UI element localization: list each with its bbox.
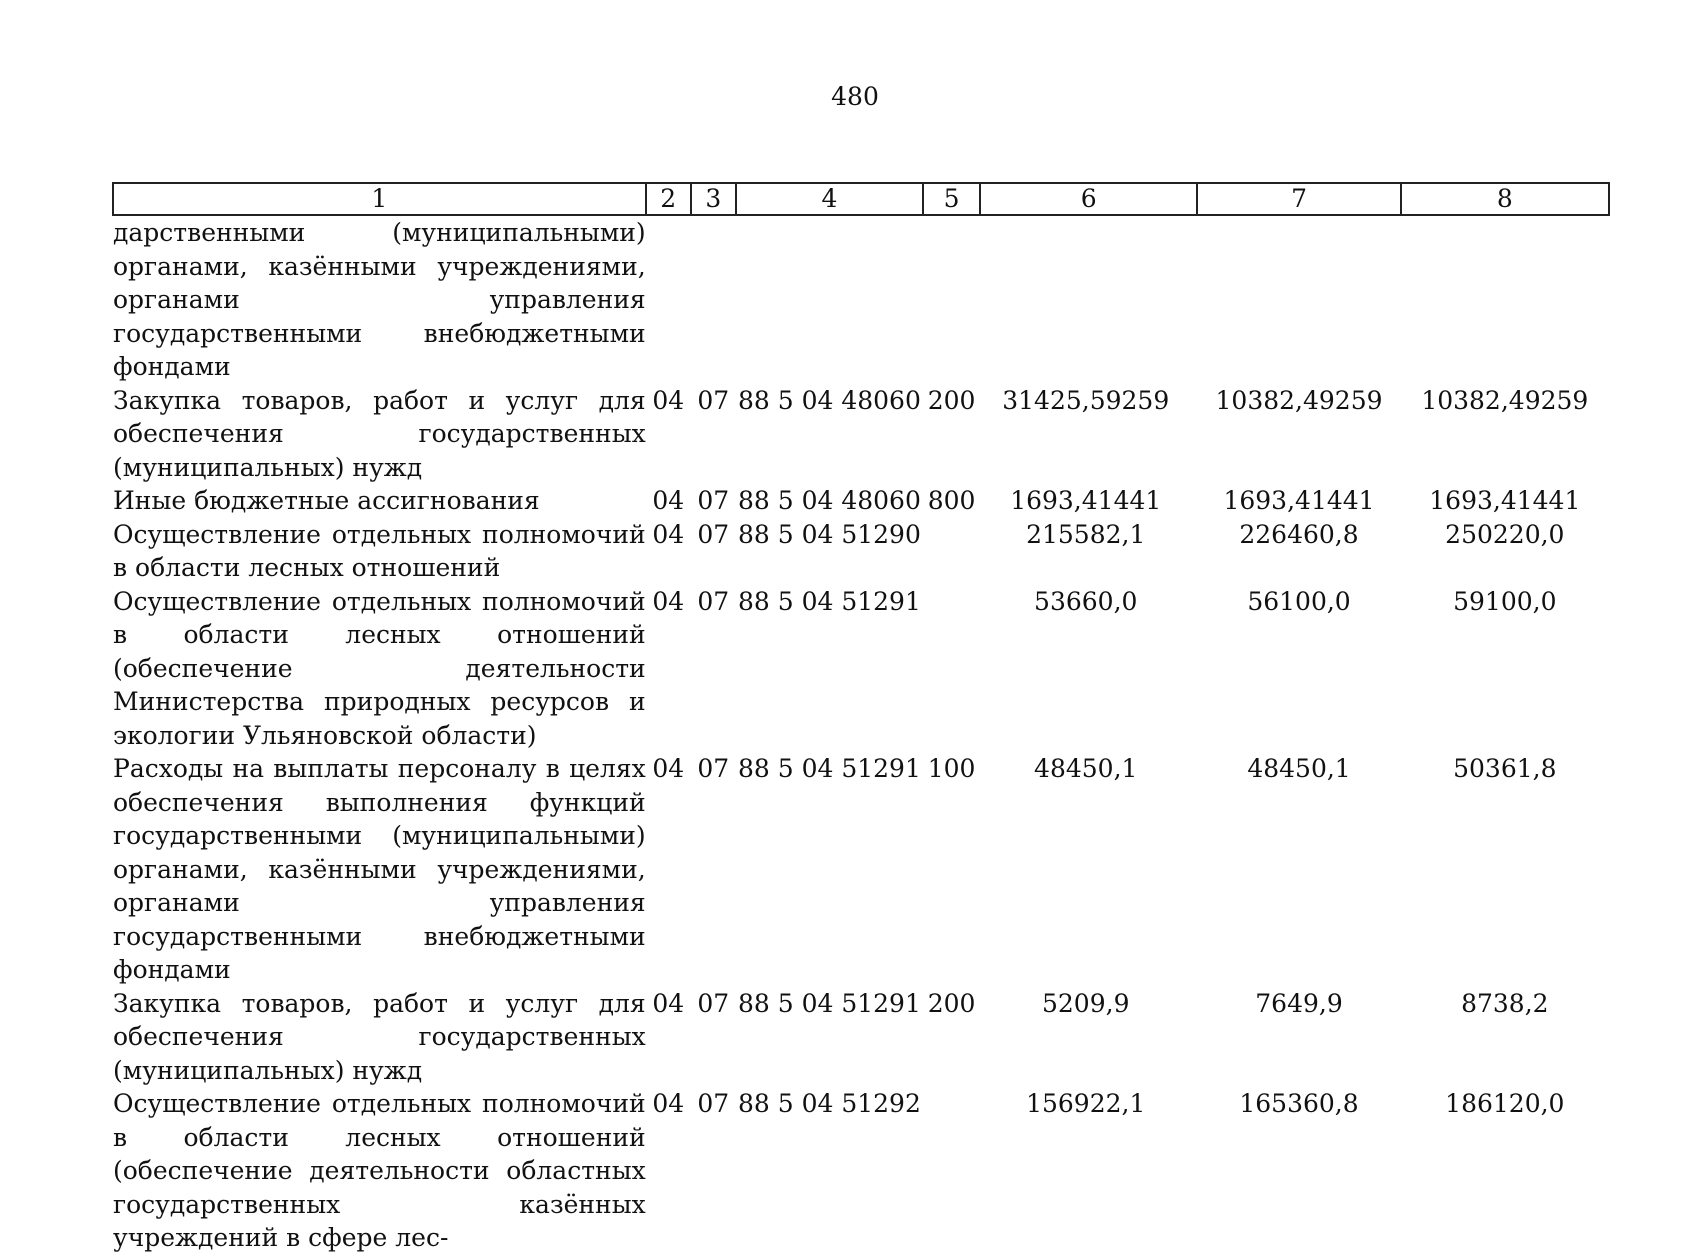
- row-subsection: 07: [697, 988, 730, 1018]
- header-col-2: 2: [646, 183, 691, 215]
- row-value-col7: 1693,41441: [1223, 486, 1375, 515]
- row-expense-type: [923, 215, 980, 384]
- row-section: 04: [652, 1089, 685, 1118]
- row-name: Расходы на выплаты персоналу в целях обеспечения выполнения функций государственными (муниципальными) органами, казёнными учреждениями, органами управления государственными внебюджетными фондами: [113, 754, 646, 984]
- row-name: Осуществление отдельных полномочий в области лесных отношений (обеспечение деятельности Министерства природных ресурсов и экологии Ульяновской области): [113, 586, 646, 750]
- row-value-col8: 10382,49259: [1421, 385, 1589, 415]
- row-subsection: 07: [697, 519, 730, 549]
- row-value-col8: [1401, 215, 1609, 384]
- row-expense-type: 200: [927, 988, 976, 1018]
- header-col-1: 1: [113, 183, 646, 215]
- row-subsection: [691, 215, 736, 384]
- row-section: 04: [652, 988, 685, 1018]
- row-value-col8: 1693,41441: [1429, 486, 1581, 515]
- row-value-col8: 8738,2: [1461, 988, 1549, 1018]
- header-col-4: 4: [736, 183, 923, 215]
- row-section: 04: [652, 519, 685, 549]
- row-value-col6: [980, 215, 1197, 384]
- row-name: Осуществление отдельных полномочий в области лесных отношений (обеспечение деятельности областных государственных казённых учреждений в сфере лес-: [113, 1089, 646, 1252]
- row-section: [646, 215, 691, 384]
- row-value-col7: 7649,9: [1255, 988, 1343, 1018]
- row-subsection: 07: [697, 754, 730, 783]
- row-value-col6: 53660,0: [1034, 586, 1138, 616]
- row-value-col7: [1197, 215, 1400, 384]
- table-row: [113, 384, 1609, 485]
- row-target-code: 88 5 04 51290: [737, 519, 921, 549]
- row-section: 04: [652, 586, 685, 616]
- row-value-col6: 215582,1: [1026, 519, 1146, 549]
- header-col-6: 6: [980, 183, 1197, 215]
- row-value-col7: 56100,0: [1247, 586, 1351, 616]
- row-value-col8: 59100,0: [1453, 586, 1557, 616]
- row-value-col7: 48450,1: [1247, 754, 1351, 783]
- table-row: [113, 1087, 1609, 1255]
- row-target-code: 88 5 04 51291: [737, 988, 921, 1018]
- row-value-col6: 1693,41441: [1010, 486, 1162, 515]
- row-expense-type: [923, 518, 980, 585]
- row-target-code: 88 5 04 48060: [737, 486, 921, 515]
- row-name: Закупка товаров, работ и услуг для обеспечения государственных (муниципальных) нужд: [113, 988, 646, 1085]
- row-expense-type: [923, 1087, 980, 1255]
- row-value-col6: 48450,1: [1034, 754, 1138, 783]
- header-col-5: 5: [923, 183, 980, 215]
- row-value-col7: 165360,8: [1239, 1089, 1359, 1118]
- table-row: [113, 215, 1609, 384]
- row-name: дарственными (муниципальными) органами, казёнными учреждениями, органами управления государственными внебюджетными фондами: [113, 218, 646, 381]
- table-row: [113, 484, 1609, 518]
- row-name: Закупка товаров, работ и услуг для обеспечения государственных (муниципальных) нужд: [113, 385, 646, 482]
- row-value-col8: 186120,0: [1445, 1089, 1565, 1118]
- header-col-3: 3: [691, 183, 736, 215]
- row-target-code: 88 5 04 51291: [737, 586, 921, 616]
- page-number: 480: [831, 82, 879, 111]
- row-value-col6: 156922,1: [1026, 1089, 1146, 1118]
- row-target-code: 88 5 04 51292: [737, 1089, 921, 1118]
- row-expense-type: [923, 585, 980, 753]
- budget-table: [112, 182, 1610, 1255]
- row-value-col8: 250220,0: [1445, 519, 1565, 549]
- row-value-col7: 226460,8: [1239, 519, 1359, 549]
- row-value-col8: 50361,8: [1453, 754, 1557, 783]
- row-value-col6: 31425,59259: [1002, 385, 1170, 415]
- row-expense-type: 200: [927, 385, 976, 415]
- header-col-8: 8: [1401, 183, 1609, 215]
- row-section: 04: [652, 754, 685, 783]
- row-section: 04: [652, 486, 685, 515]
- row-subsection: 07: [697, 385, 730, 415]
- table-row: [113, 518, 1609, 585]
- table-header-row: [113, 183, 1609, 215]
- row-target-code: 88 5 04 48060: [737, 385, 921, 415]
- row-subsection: 07: [697, 586, 730, 616]
- table-row: [113, 752, 1609, 987]
- row-name: Иные бюджетные ассигнования: [113, 486, 540, 515]
- row-target-code: 88 5 04 51291: [737, 754, 921, 783]
- row-expense-type: 800: [927, 486, 976, 515]
- row-section: 04: [652, 385, 685, 415]
- table-row: [113, 585, 1609, 753]
- header-col-7: 7: [1197, 183, 1400, 215]
- row-name: Осуществление отдельных полномочий в области лесных отношений: [113, 519, 646, 582]
- row-value-col7: 10382,49259: [1215, 385, 1383, 415]
- row-subsection: 07: [697, 1089, 730, 1118]
- table-row: [113, 987, 1609, 1088]
- row-subsection: 07: [697, 486, 730, 515]
- row-expense-type: 100: [927, 754, 976, 783]
- row-value-col6: 5209,9: [1042, 988, 1130, 1018]
- row-target-code: [736, 215, 923, 384]
